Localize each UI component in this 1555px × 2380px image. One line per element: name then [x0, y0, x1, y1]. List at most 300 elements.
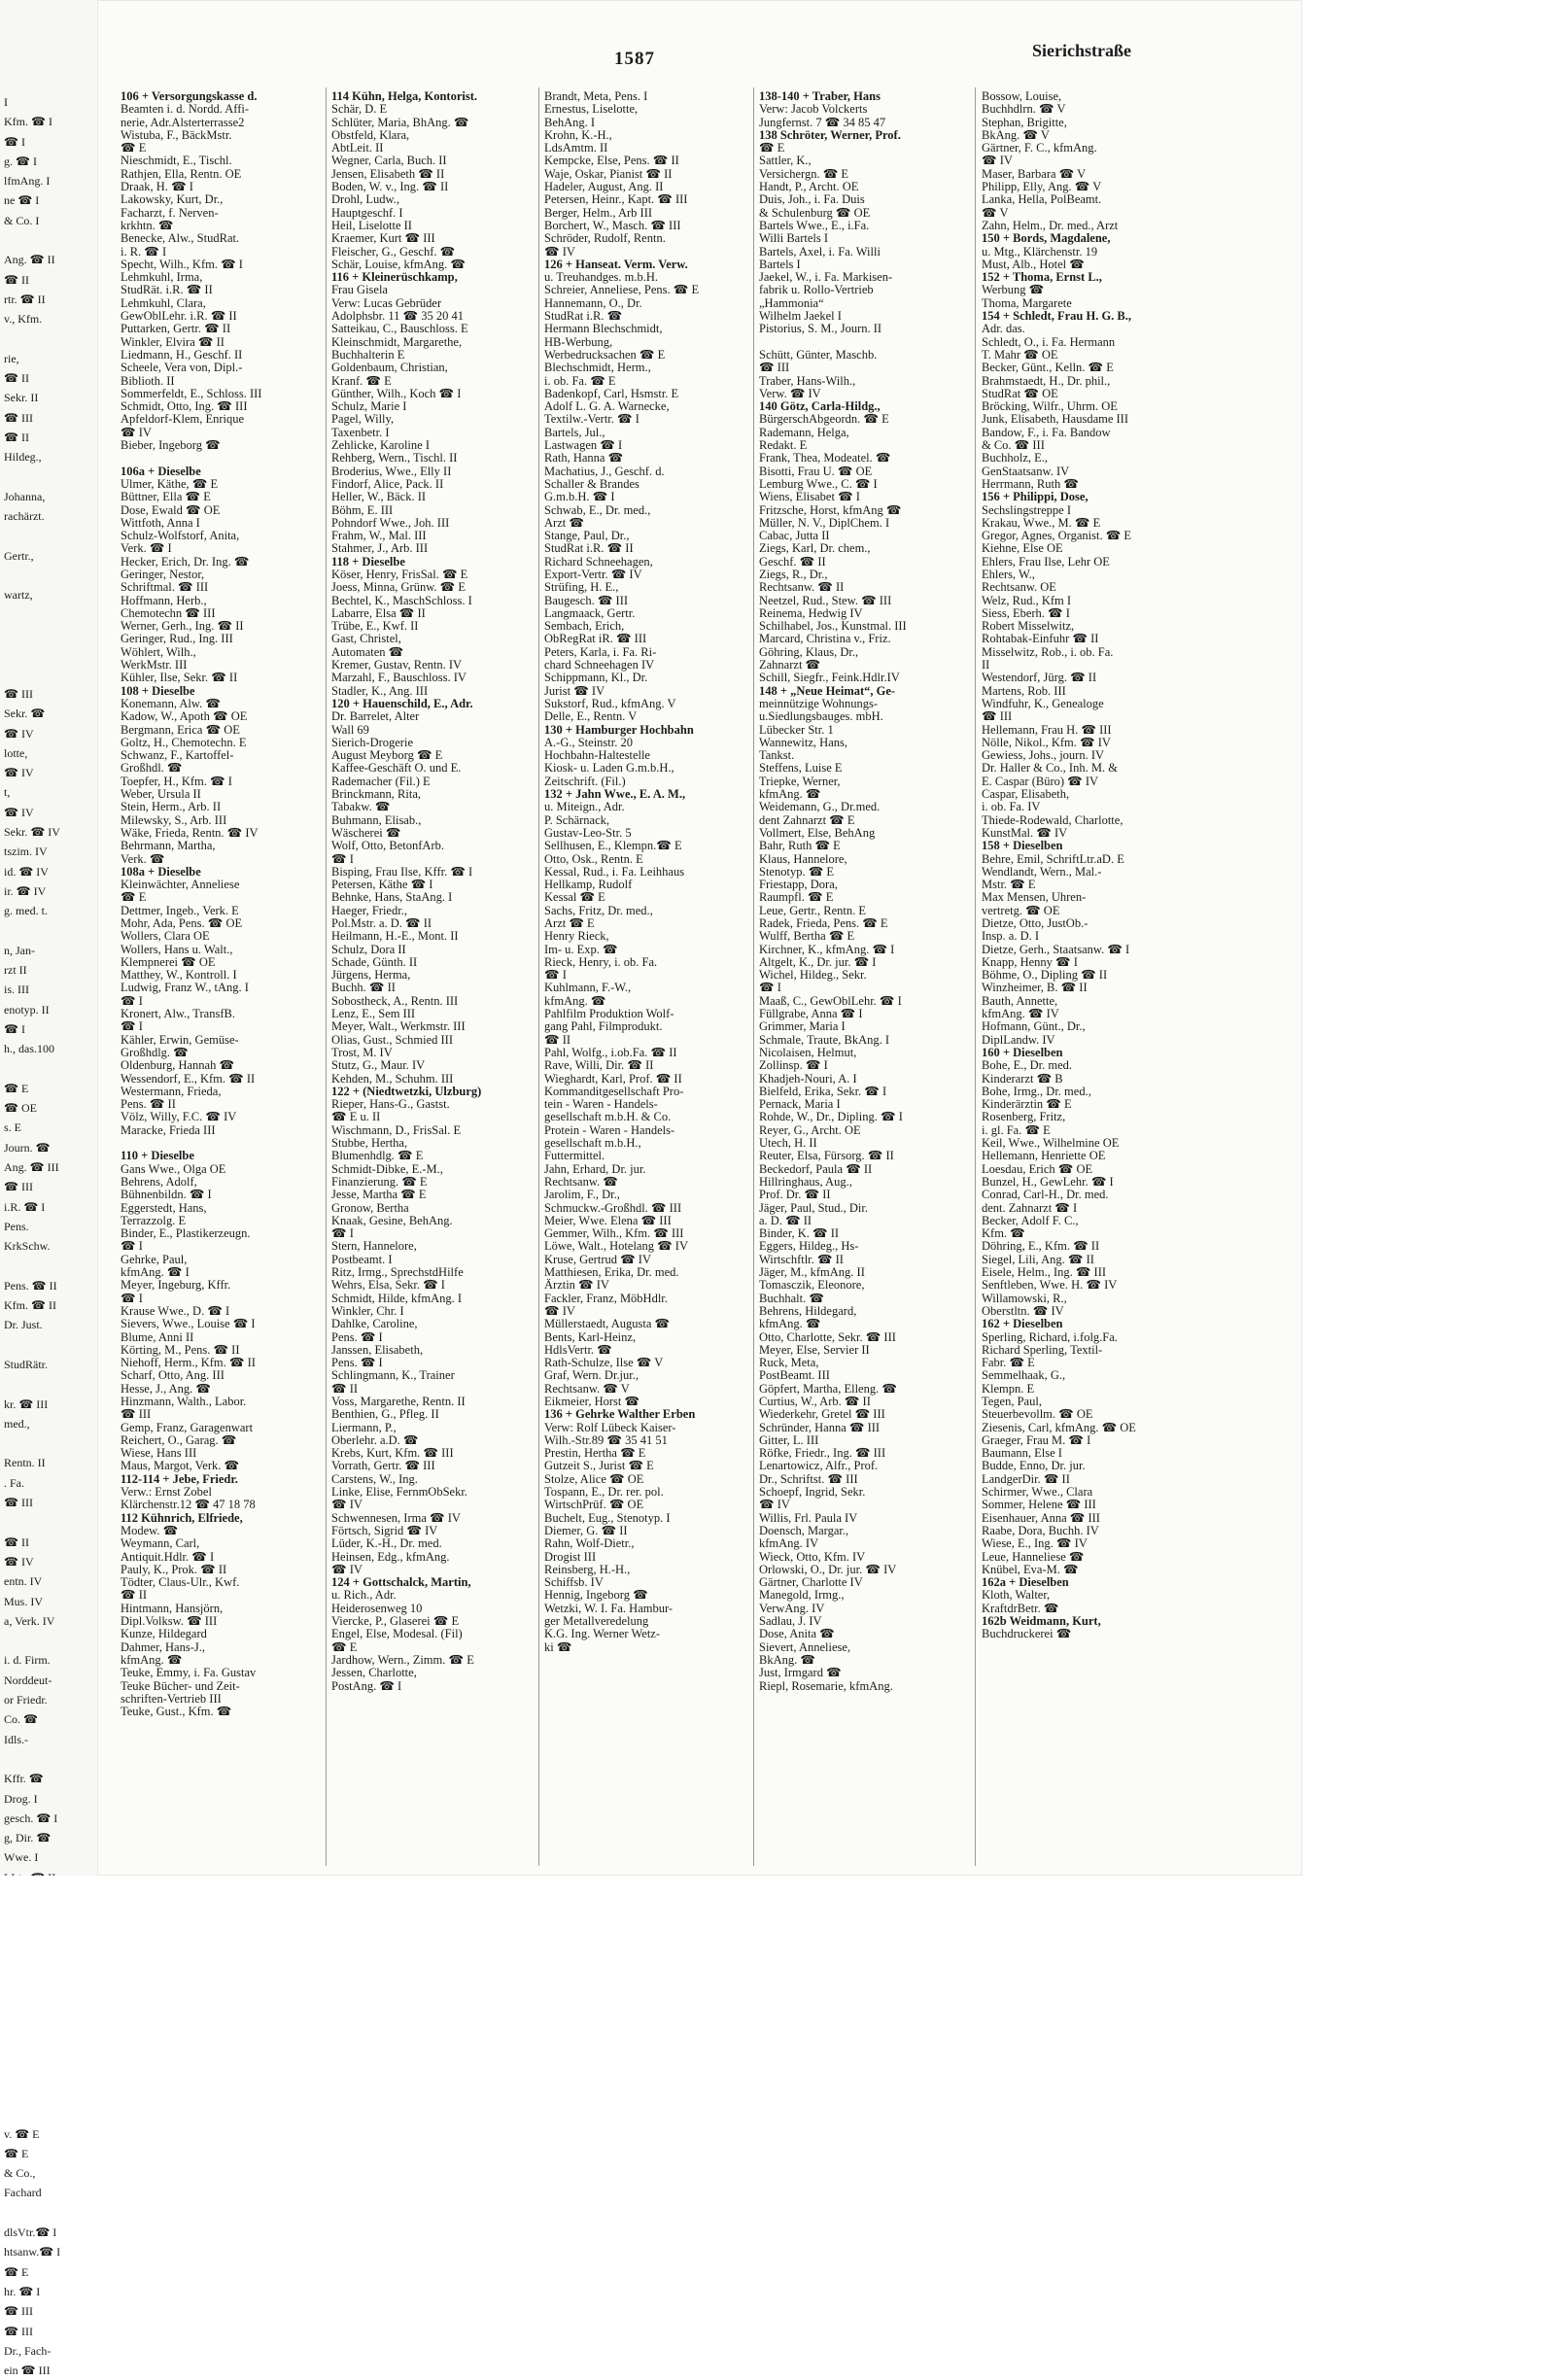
directory-line: Redakt. E	[759, 438, 808, 453]
previous-page-line	[4, 1749, 107, 1769]
directory-line: Sembach, Erich,	[544, 619, 625, 634]
directory-line: Modew. ☎	[121, 1523, 179, 1537]
previous-page-line: Ang. ☎ II	[4, 253, 55, 267]
previous-page-line: lfmAng. I	[4, 174, 51, 189]
directory-line: Prof. Dr. ☎ II	[759, 1188, 831, 1202]
directory-line: 162b Weidmann, Kurt,	[982, 1614, 1101, 1629]
directory-line: Taxenbetr. I	[331, 425, 390, 439]
previous-page-line	[4, 625, 107, 644]
previous-page-line: ir. ☎ IV	[4, 883, 47, 898]
directory-line: Liedmann, H., Geschf. II	[121, 347, 243, 362]
directory-line: 126 + Hanseat. Verm. Verw.	[544, 257, 688, 271]
directory-line: Schulz, Dora II	[331, 942, 406, 956]
previous-page-line: enotyp. II	[4, 1002, 50, 1017]
directory-line: 138 Schröter, Werner, Prof.	[759, 127, 901, 142]
directory-line: ☎ IV	[121, 425, 152, 439]
directory-line: Adolf L. G. A. Warnecke,	[544, 399, 670, 414]
previous-page-line: rie,	[4, 351, 19, 365]
directory-line: Dose, Ewald ☎ OE	[121, 502, 221, 517]
directory-line: Loesdau, Erich ☎ OE	[982, 1161, 1093, 1176]
directory-line: Förtsch, Sigrid ☎ IV	[331, 1523, 438, 1537]
previous-page-line	[4, 527, 107, 546]
directory-line: u. Miteign., Adr.	[544, 800, 625, 814]
directory-line: Martens, Rob. III	[982, 683, 1066, 698]
directory-line: Wiese, E., Ing. ☎ IV	[982, 1536, 1088, 1551]
directory-line: Eggers, Hildeg., Hs-	[759, 1239, 859, 1254]
directory-line: Tegen, Paul,	[982, 1394, 1042, 1408]
previous-page-line: Kfm. ☎ II	[4, 1298, 56, 1313]
previous-page-line: wartz,	[4, 588, 33, 603]
directory-line: KunstMal. ☎ IV	[982, 825, 1068, 840]
previous-page-line: ☎ I	[4, 1021, 25, 1036]
directory-line: Bartels I	[759, 257, 801, 271]
directory-line: & Co. ☎ III	[982, 438, 1045, 453]
directory-line: 112 Kühnrich, Elfriede,	[121, 1510, 243, 1525]
directory-line: GenStaatsanw. IV	[982, 464, 1070, 478]
previous-page-line: ☎ III	[4, 1496, 33, 1510]
previous-page-line: ☎ E	[4, 1081, 29, 1095]
directory-line: Prestin, Hertha ☎ E	[544, 1446, 646, 1461]
directory-line: Dietze, Otto, JustOb.-	[982, 916, 1088, 930]
directory-line: Pernack, Maria I	[759, 1097, 841, 1112]
directory-line: Marcard, Christina v., Friz.	[759, 632, 891, 646]
previous-page-line	[4, 329, 107, 349]
directory-line: Robert Misselwitz,	[982, 619, 1075, 634]
directory-line: Verw. ☎ IV	[759, 386, 821, 400]
directory-line: Günther, Wilh., Koch ☎ I	[331, 386, 462, 400]
directory-line: Wiederkehr, Gretel ☎ III	[759, 1407, 885, 1422]
directory-line: Otto, Charlotte, Sekr. ☎ III	[759, 1329, 896, 1344]
directory-line: ☎ E u. II	[331, 1110, 381, 1124]
directory-line: 136 + Gehrke Walther Erben	[544, 1407, 696, 1422]
directory-line: Schreier, Anneliese, Pens. ☎ E	[544, 283, 700, 297]
directory-line: Biblioth. II	[121, 373, 175, 388]
directory-line: Lüder, K.-H., Dr. med.	[331, 1536, 442, 1551]
previous-page-line: ☎ IV	[4, 726, 34, 741]
directory-line: Export-Vertr. ☎ IV	[544, 567, 642, 581]
directory-line: Bohe, Irmg., Dr. med.,	[982, 1084, 1091, 1098]
directory-line: LandgerDir. ☎ II	[982, 1471, 1070, 1486]
directory-line: Bents, Karl-Heinz,	[544, 1329, 637, 1344]
directory-line: August Meyborg ☎ E	[331, 748, 443, 763]
directory-line: Rath, Hanna ☎	[544, 451, 624, 466]
previous-page-line: id. ☎ IV	[4, 864, 49, 879]
directory-line: Frau Gisela	[331, 283, 388, 297]
directory-line: Lastwagen ☎ I	[544, 438, 623, 453]
directory-line: Pahl, Wolfg., i.ob.Fa. ☎ II	[544, 1045, 677, 1059]
directory-line: StudRat i.R. ☎ II	[544, 541, 634, 556]
column-rule	[538, 87, 539, 1866]
directory-line: Werbedrucksachen ☎ E	[544, 347, 666, 362]
directory-line: Otto, Osk., Rentn. E	[544, 851, 643, 866]
directory-line: Lakowsky, Kurt, Dr.,	[121, 192, 224, 207]
directory-line: Krohn, K.-H.,	[544, 127, 612, 142]
directory-line: Schmidt, Otto, Ing. ☎ III	[121, 399, 248, 414]
directory-line: Großhdlg. ☎	[121, 1045, 189, 1059]
directory-line: Siegel, Lili, Ang. ☎ II	[982, 1252, 1094, 1266]
directory-line: Buchholz, E.,	[982, 451, 1049, 466]
directory-line: Schledt, O., i. Fa. Hermann	[982, 334, 1116, 349]
previous-page-line: Hildeg.,	[4, 450, 42, 465]
previous-page-line: KrkSchw.	[4, 1239, 51, 1254]
directory-line: Rohde, W., Dr., Dipling. ☎ I	[759, 1110, 903, 1124]
directory-line: Machatius, J., Geschf. d.	[544, 464, 665, 478]
directory-line: & Schulenburg ☎ OE	[759, 205, 871, 220]
directory-line: Kremer, Gustav, Rentn. IV	[331, 658, 463, 673]
directory-line: Obstfeld, Klara,	[331, 127, 410, 142]
directory-line: Klärchenstr.12 ☎ 47 18 78	[121, 1498, 256, 1512]
directory-line: Raabe, Dora, Buchh. IV	[982, 1523, 1099, 1537]
directory-line: Ulmer, Käthe, ☎ E	[121, 476, 219, 491]
directory-line: Zahnarzt ☎	[759, 658, 821, 673]
directory-line: Weidemann, G., Dr.med.	[759, 800, 881, 814]
directory-line: 114 Kühn, Helga, Kontorist.	[331, 89, 478, 103]
directory-line: 108a + Dieselbe	[121, 864, 201, 879]
directory-line: 160 + Dieselben	[982, 1045, 1063, 1059]
directory-line: Baumann, Else I	[982, 1446, 1062, 1461]
directory-line: Nieschmidt, E., Tischl.	[121, 154, 232, 168]
previous-page-line: ☎ E	[4, 2264, 29, 2279]
directory-line: Krebs, Kurt, Kfm. ☎ III	[331, 1446, 454, 1461]
previous-page-line: Pens.	[4, 1219, 29, 1233]
directory-line: kfmAng. ☎ I	[121, 1265, 190, 1280]
directory-line: Bohe, E., Dr. med.	[982, 1058, 1073, 1073]
previous-page-line: gesch. ☎ I	[4, 1811, 58, 1825]
directory-line: Pol.Mstr. a. D. ☎ II	[331, 916, 432, 930]
column-rule	[326, 87, 327, 1866]
directory-line: Bisping, Frau Ilse, Kffr. ☎ I	[331, 864, 473, 879]
directory-line: Jesse, Martha ☎ E	[331, 1188, 427, 1202]
directory-line: Wistuba, F., BäckMstr.	[121, 127, 232, 142]
directory-line: Rohtabak-Einfuhr ☎ II	[982, 632, 1099, 646]
directory-line: Bielfeld, Erika, Sekr. ☎ I	[759, 1084, 887, 1098]
directory-line: Gehrke, Paul,	[121, 1252, 188, 1266]
previous-page-edge	[0, 0, 107, 2378]
directory-line: Engel, Else, Modesal. (Fil)	[331, 1627, 463, 1641]
directory-line: Schippmann, Kl., Dr.	[544, 671, 648, 685]
directory-line: Heller, W., Bäck. II	[331, 490, 427, 504]
directory-line: Herrmann, Ruth ☎	[982, 476, 1079, 491]
directory-line: Richard Sperling, Textil-	[982, 1342, 1103, 1357]
directory-line: ki ☎	[544, 1639, 572, 1654]
previous-page-line: ☎ III	[4, 1180, 33, 1194]
directory-line: HdlsVertr. ☎	[544, 1342, 612, 1357]
directory-line: Sachs, Fritz, Dr. med.,	[544, 903, 653, 917]
directory-line: Müllerstaedt, Augusta ☎	[544, 1317, 671, 1331]
directory-line: Blume, Anni II	[121, 1329, 194, 1344]
directory-line: Trost, M. IV	[331, 1045, 393, 1059]
directory-column-2	[331, 90, 533, 1693]
directory-line: Rechtsanw. ☎	[544, 1174, 618, 1189]
directory-line: DiplLandw. IV	[982, 1032, 1055, 1047]
directory-line: Kinderärztin ☎ E	[982, 1097, 1072, 1112]
previous-page-line: i. d. Firm.	[4, 1653, 51, 1668]
directory-line: Terrazzolg. E	[121, 1213, 187, 1227]
directory-line: Zahn, Helm., Dr. med., Arzt	[982, 218, 1119, 232]
directory-line: ☎ E	[331, 1639, 358, 1654]
previous-page-line: rachärzt.	[4, 509, 45, 524]
directory-line: Schriftmal. ☎ III	[121, 580, 209, 595]
directory-line: Sommerfeldt, E., Schloss. III	[121, 386, 262, 400]
previous-page-line: ☎ III	[4, 2304, 33, 2319]
directory-line: Scharf, Otto, Ang. III	[121, 1368, 225, 1383]
previous-page-line: ein ☎ III	[4, 2363, 51, 2378]
directory-line: kfmAng. ☎	[121, 1652, 183, 1667]
directory-line: Gregor, Agnes, Organist. ☎ E	[982, 529, 1132, 543]
directory-line: Eisenhauer, Anna ☎ III	[982, 1510, 1100, 1525]
directory-line: Windfuhr, K., Genealoge	[982, 696, 1104, 710]
directory-line: Riepl, Rosemarie, kfmAng.	[759, 1678, 893, 1693]
directory-line: Kunze, Hildegard	[121, 1627, 207, 1641]
directory-line: Automaten ☎	[331, 644, 404, 659]
directory-line: Wilh.-Str.89 ☎ 35 41 51	[544, 1432, 668, 1447]
directory-line: Ernestus, Liselotte,	[544, 102, 639, 117]
directory-line: Doensch, Margar.,	[759, 1523, 849, 1537]
previous-page-line: ☎ IV	[4, 1554, 34, 1569]
directory-line: Heinsen, Edg., kfmAng.	[331, 1549, 450, 1564]
directory-line: Verw: Jacob Volckerts	[759, 102, 868, 117]
directory-line: Willi Bartels I	[759, 231, 829, 246]
directory-line: 132 + Jahn Wwe., E. A. M.,	[544, 787, 686, 802]
directory-line: Hellemann, Frau H. ☎ III	[982, 722, 1112, 737]
directory-line: Eikmeier, Horst ☎	[544, 1394, 640, 1408]
directory-line: 140 Götz, Carla-Hildg.,	[759, 399, 881, 414]
directory-line: Zollinsp. ☎ I	[759, 1058, 828, 1073]
directory-line: HB-Werbung,	[544, 334, 613, 349]
directory-line: Lenz, E., Sem III	[331, 1007, 416, 1021]
directory-line: Kommanditgesellschaft Pro-	[544, 1084, 684, 1098]
directory-line: Rathjen, Ella, Rentn. OE	[121, 166, 242, 181]
directory-line: Joess, Minna, Grünw. ☎ E	[331, 580, 466, 595]
previous-page-line: v. ☎ E	[4, 2126, 40, 2141]
directory-line: Dahmer, Hans-J.,	[121, 1639, 205, 1654]
directory-line: Jahn, Erhard, Dr. jur.	[544, 1161, 646, 1176]
directory-line: Maaß, C., GewOblLehr. ☎ I	[759, 993, 902, 1008]
directory-line: StudRät. i.R. ☎ II	[121, 283, 213, 297]
directory-line: Pauly, K., Prok. ☎ II	[121, 1562, 227, 1576]
directory-line: Zehlicke, Karoline I	[331, 438, 430, 453]
directory-line: Reichert, O., Garag. ☎	[121, 1432, 237, 1447]
directory-line: GewOblLehr. i.R. ☎ II	[121, 309, 237, 324]
previous-page-line: Gertr.,	[4, 548, 34, 563]
directory-line: ☎ I	[544, 968, 567, 983]
directory-line: Handt, P., Archt. OE	[759, 180, 859, 194]
directory-line: Welz, Rud., Kfm I	[982, 593, 1072, 607]
directory-line: Sukstorf, Rud., kfmAng. V	[544, 696, 676, 710]
directory-line: 148 + „Neue Heimat“, Ge-	[759, 683, 896, 698]
directory-line	[121, 1137, 315, 1150]
directory-line: Oberstltn. ☎ IV	[982, 1303, 1064, 1318]
directory-line: Döhring, E., Kfm. ☎ II	[982, 1239, 1100, 1254]
directory-line: Badenkopf, Carl, Hsmstr. E	[544, 386, 679, 400]
directory-line: Völz, Willy, F.C. ☎ IV	[121, 1110, 237, 1124]
directory-line: Kempcke, Else, Pens. ☎ II	[544, 154, 679, 168]
directory-line: T. Mahr ☎ OE	[982, 347, 1058, 362]
directory-line: Puttarken, Gertr. ☎ II	[121, 322, 231, 336]
directory-line: Kiosk- u. Laden G.m.b.H.,	[544, 761, 674, 776]
directory-line: Keil, Wwe., Wilhelmine OE	[982, 1136, 1120, 1151]
directory-line: Bergmann, Erica ☎ OE	[121, 722, 240, 737]
directory-line: Textilw.-Vertr. ☎ I	[544, 412, 639, 427]
directory-line: Knübel, Eva-M. ☎	[982, 1562, 1079, 1576]
previous-page-line	[4, 1059, 107, 1079]
directory-line: Bauth, Annette,	[982, 993, 1058, 1008]
directory-line: Bahr, Ruth ☎ E	[759, 839, 841, 853]
previous-page-line	[4, 665, 107, 684]
directory-line: Pohndorf Wwe., Joh. III	[331, 515, 450, 530]
directory-line: Wieck, Otto, Kfm. IV	[759, 1549, 866, 1564]
directory-line: Behre, Emil, SchriftLtr.aD. E	[982, 851, 1124, 866]
previous-page-line: g. ☎ I	[4, 154, 37, 168]
directory-line: Jensen, Elisabeth ☎ II	[331, 166, 445, 181]
directory-line: Matthiesen, Erika, Dr. med.	[544, 1265, 679, 1280]
directory-line: Wetzki, W. I. Fa. Hambur-	[544, 1601, 674, 1615]
directory-line: Friestapp, Dora,	[759, 878, 838, 892]
directory-line: Verk. ☎ I	[121, 541, 172, 556]
directory-line: Draak, H. ☎ I	[121, 180, 193, 194]
directory-line: a. D. ☎ II	[759, 1213, 812, 1227]
previous-page-line: h., das.100	[4, 1042, 54, 1056]
directory-line: ☎ E	[121, 141, 147, 155]
directory-line: ☎ I	[759, 981, 781, 995]
directory-line: Haeger, Friedr.,	[331, 903, 407, 917]
directory-line: 152 + Thoma, Ernst L.,	[982, 270, 1102, 285]
directory-line: Buchh. ☎ II	[331, 981, 396, 995]
directory-line: Schründer, Hanna ☎ III	[759, 1420, 881, 1434]
directory-line: Becker, Adolf F. C.,	[982, 1213, 1079, 1227]
directory-line: Behnke, Hans, StaAng. I	[331, 890, 453, 905]
directory-line: Ärztin ☎ IV	[544, 1278, 609, 1293]
directory-line: Dietze, Gerh., Staatsanw. ☎ I	[982, 942, 1130, 956]
directory-line: Grimmer, Maria I	[759, 1019, 846, 1034]
directory-line: Rath-Schulze, Ilse ☎ V	[544, 1356, 664, 1370]
directory-line: Wall 69	[331, 722, 369, 737]
directory-line: Dettmer, Ingeb., Verk. E	[121, 903, 239, 917]
directory-line: Lenartowicz, Alfr., Prof.	[759, 1459, 879, 1473]
directory-line: Findorf, Alice, Pack. II	[331, 476, 444, 491]
directory-line: ☎ III	[759, 361, 790, 375]
directory-line: u. Treuhandges. m.b.H.	[544, 270, 659, 285]
directory-column-3	[544, 90, 750, 1654]
directory-line: Kehden, M., Schuhm. III	[331, 1071, 454, 1086]
directory-line: Sommer, Helene ☎ III	[982, 1498, 1096, 1512]
directory-line: Bartels, Axel, i. Fa. Willi	[759, 244, 881, 259]
previous-page-line: dlsVtr.☎ I	[4, 2225, 57, 2240]
directory-line: Schwennesen, Irma ☎ IV	[331, 1510, 461, 1525]
directory-line: Beckedorf, Paula ☎ II	[759, 1161, 873, 1176]
directory-line: Protein - Waren - Handels-	[544, 1122, 675, 1137]
previous-page-line: g. med. t.	[4, 904, 48, 918]
directory-line: Hintmann, Hansjörn,	[121, 1601, 224, 1615]
directory-line: Curtius, W., Arb. ☎ II	[759, 1394, 871, 1408]
directory-line: Graf, Wern. Dr.jur.,	[544, 1368, 639, 1383]
directory-line: Buchhalt. ☎	[759, 1291, 824, 1305]
directory-line	[121, 452, 315, 465]
directory-line: Drohl, Ludw.,	[331, 192, 400, 207]
page-margin-right	[1302, 0, 1555, 2116]
directory-line: vertretg. ☎ OE	[982, 903, 1060, 917]
directory-line: Rechtsanw. ☎ II	[759, 580, 845, 595]
directory-line: Nölle, Nikol., Kfm. ☎ IV	[982, 735, 1111, 749]
directory-line: „Hammonia“	[759, 295, 824, 310]
directory-line: Rechtsanw. OE	[982, 580, 1056, 595]
directory-line: Buchdruckerei ☎	[982, 1627, 1072, 1641]
page-margin-bottom	[0, 1876, 1302, 2116]
directory-line: Steffens, Luise E	[759, 761, 843, 776]
directory-line: Linke, Elise, FernmObSekr.	[331, 1485, 467, 1500]
directory-line: Stolze, Alice ☎ OE	[544, 1471, 644, 1486]
previous-page-line: s. E	[4, 1121, 21, 1135]
previous-page-line	[4, 605, 107, 625]
directory-line: Dr. Barrelet, Alter	[331, 709, 420, 724]
directory-line: ☎ IV	[544, 1303, 575, 1318]
directory-line: Gärtner, Charlotte IV	[759, 1575, 863, 1590]
directory-line: Brinckmann, Rita,	[331, 787, 421, 802]
directory-line: Reinema, Hedwig IV	[759, 605, 863, 620]
directory-line: Krakau, Wwe., M. ☎ E	[982, 515, 1101, 530]
directory-line: Gustav-Leo-Str. 5	[544, 825, 632, 840]
directory-line: Versichergn. ☎ E	[759, 166, 849, 181]
directory-line: Stubbe, Hertha,	[331, 1136, 408, 1151]
directory-line: Jurist ☎ IV	[544, 683, 605, 698]
directory-line: Winkler, Elvira ☎ II	[121, 334, 225, 349]
directory-line: 116 + Kleinerüschkamp,	[331, 270, 458, 285]
directory-line: Ehlers, Frau Ilse, Lehr OE	[982, 554, 1110, 569]
directory-line: Gronow, Bertha	[331, 1200, 409, 1215]
directory-line: 124 + Gottschalck, Martin,	[331, 1575, 471, 1590]
previous-page-line	[4, 2203, 107, 2223]
directory-line: Heil, Liselotte II	[331, 218, 412, 232]
directory-line: Lübecker Str. 1	[759, 722, 834, 737]
directory-line: BkAng. ☎ V	[982, 127, 1050, 142]
previous-page-line	[4, 1257, 107, 1276]
directory-line: Teuke Bücher- und Zeit-	[121, 1678, 240, 1693]
directory-line: Ziesenis, Carl, kfmAng. ☎ OE	[982, 1420, 1136, 1434]
directory-line: Fabr. ☎ E	[982, 1356, 1035, 1370]
directory-line: ☎ IV	[331, 1562, 363, 1576]
directory-line: chard Schneehagen IV	[544, 658, 655, 673]
directory-line: Gitter, L. III	[759, 1432, 819, 1447]
directory-line: Meyer, Walt., Werkmstr. III	[331, 1019, 466, 1034]
directory-line: Geschf. ☎ II	[759, 554, 826, 569]
directory-line: 162a + Dieselben	[982, 1575, 1069, 1590]
directory-line: Kloth, Walter,	[982, 1588, 1051, 1603]
directory-line: KraftdrBetr. ☎	[982, 1601, 1059, 1615]
directory-line: Rademann, Helga,	[759, 425, 849, 439]
directory-line: Weymann, Carl,	[121, 1536, 200, 1551]
directory-line: Tomasczik, Eleonore,	[759, 1278, 865, 1293]
directory-line: Hadeler, August, Ang. II	[544, 180, 664, 194]
directory-line: Bartels Wwe., E., i.Fa.	[759, 218, 870, 232]
directory-line: Verw: Rolf Lübeck Kaiser-	[544, 1420, 676, 1434]
directory-line: Müller, N. V., DiplChem. I	[759, 515, 890, 530]
previous-page-line: Johanna,	[4, 489, 46, 503]
directory-line: Schütt, Günter, Maschb.	[759, 347, 878, 362]
directory-line: Gemp, Franz, Garagenwart	[121, 1420, 254, 1434]
directory-line: Meyer, Else, Servier II	[759, 1342, 870, 1357]
previous-page-line: a, Verk. IV	[4, 1613, 55, 1628]
previous-page-line: rtr. ☎ II	[4, 292, 46, 306]
directory-line: Max Mensen, Uhren-	[982, 890, 1087, 905]
directory-line: Oldenburg, Hannah ☎	[121, 1058, 235, 1073]
directory-line: Stenotyp. ☎ E	[759, 864, 835, 879]
directory-line: Insp. a. D. I	[982, 929, 1040, 944]
directory-line: Sechslingstreppe I	[982, 502, 1071, 517]
directory-line: Knaak, Gesine, BehAng.	[331, 1213, 453, 1227]
previous-page-line	[4, 230, 107, 250]
directory-line: Ziegs, R., Dr.,	[759, 567, 828, 581]
directory-line: Postbeamt. I	[331, 1252, 393, 1266]
